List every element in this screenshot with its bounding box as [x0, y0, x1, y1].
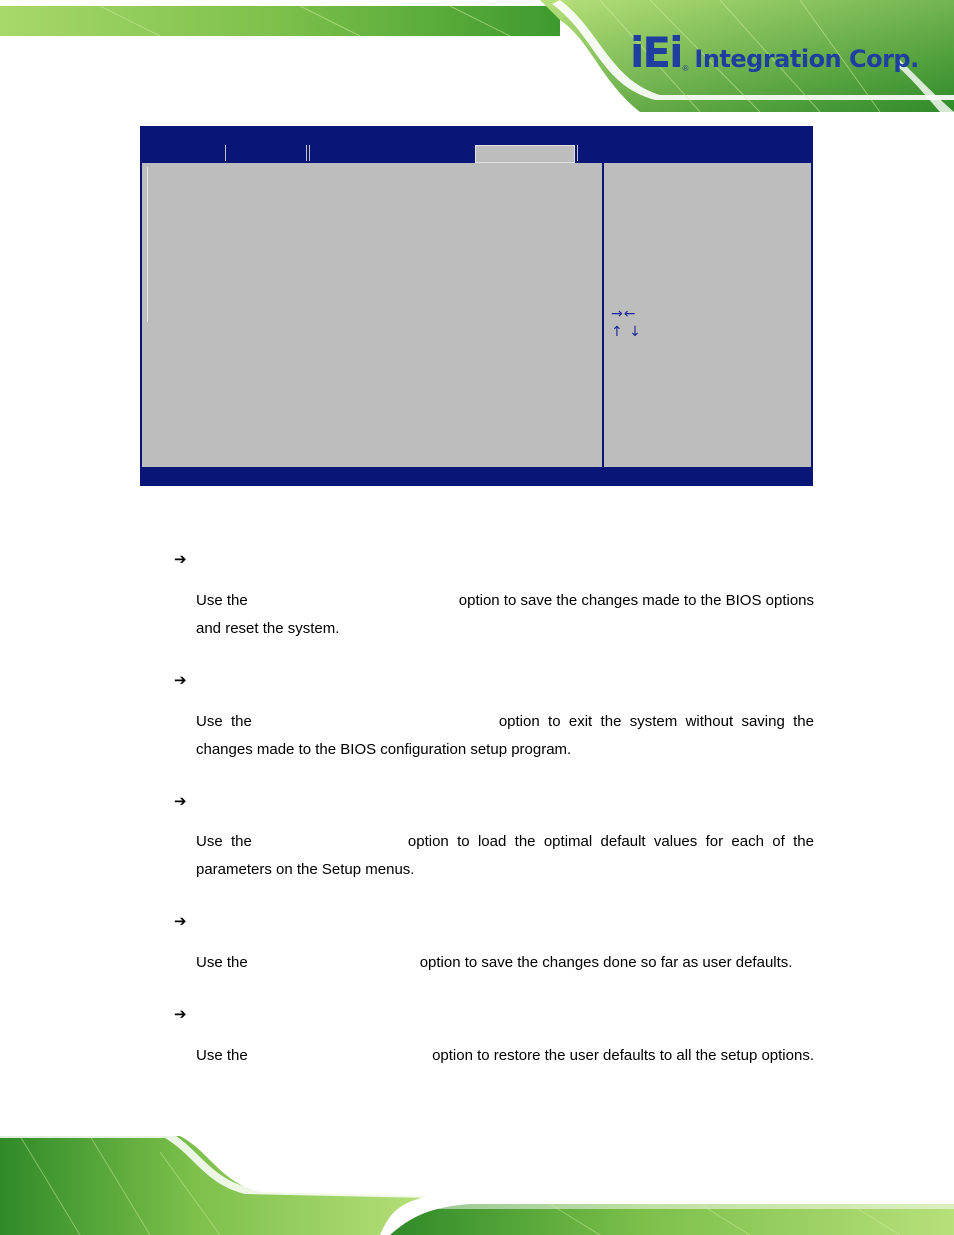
arrow-left-right-icon: →←: [611, 306, 637, 322]
bios-tab-separator: [577, 145, 578, 161]
paragraph-text: changes made to the BIOS configuration setup program.: [196, 741, 572, 758]
paragraph-text: Use the: [196, 592, 248, 609]
bios-screenshot: [140, 126, 813, 486]
section-paragraph: [196, 708, 814, 764]
paragraph-text: Use the: [196, 833, 252, 850]
bios-menu-bar: [140, 126, 813, 163]
paragraph-text: and reset the system.: [196, 620, 340, 637]
company-logo: [630, 26, 919, 77]
section-paragraph: [196, 949, 814, 977]
bios-options-panel: [142, 163, 602, 467]
section-paragraph: [196, 587, 814, 643]
bios-panel-edge: [147, 167, 148, 322]
paragraph-text: option to load the optimal default values for each of the: [407, 833, 814, 850]
logo-registered: ®: [682, 64, 689, 73]
page-footer: [0, 1132, 954, 1235]
page-header: [0, 0, 954, 112]
logo-mark: iEi: [630, 28, 682, 77]
bullet-arrow-icon: ➔: [174, 550, 187, 568]
paragraph-text: Use the: [196, 954, 248, 971]
section-paragraph: [196, 1042, 814, 1070]
bios-tab-separator: [309, 145, 310, 161]
bios-tab-active[interactable]: [475, 145, 575, 163]
bios-status-bar: [140, 467, 813, 486]
logo-text: Integration Corp.: [694, 45, 919, 73]
bullet-arrow-icon: ➔: [174, 792, 187, 810]
arrow-up-down-icon: ↑ ↓: [611, 324, 642, 340]
paragraph-text: option to save the changes done so far as user defaults.: [419, 954, 793, 971]
bios-help-panel: [604, 163, 811, 467]
bios-tab-separator: [225, 145, 226, 161]
paragraph-text: option to restore the user defaults to all the setup options.: [432, 1047, 814, 1064]
paragraph-text: option to save the changes made to the BIOS options: [458, 592, 814, 609]
bios-tab-separator: [306, 145, 307, 161]
bullet-arrow-icon: ➔: [174, 671, 187, 689]
section-paragraph: [196, 828, 814, 884]
bullet-arrow-icon: ➔: [174, 1005, 187, 1023]
paragraph-text: Use the: [196, 713, 252, 730]
footer-decoration: [0, 1132, 954, 1235]
paragraph-text: parameters on the Setup menus.: [196, 861, 415, 878]
paragraph-text: option to exit the system without saving the: [498, 713, 814, 730]
bullet-arrow-icon: ➔: [174, 912, 187, 930]
paragraph-text: Use the: [196, 1047, 248, 1064]
